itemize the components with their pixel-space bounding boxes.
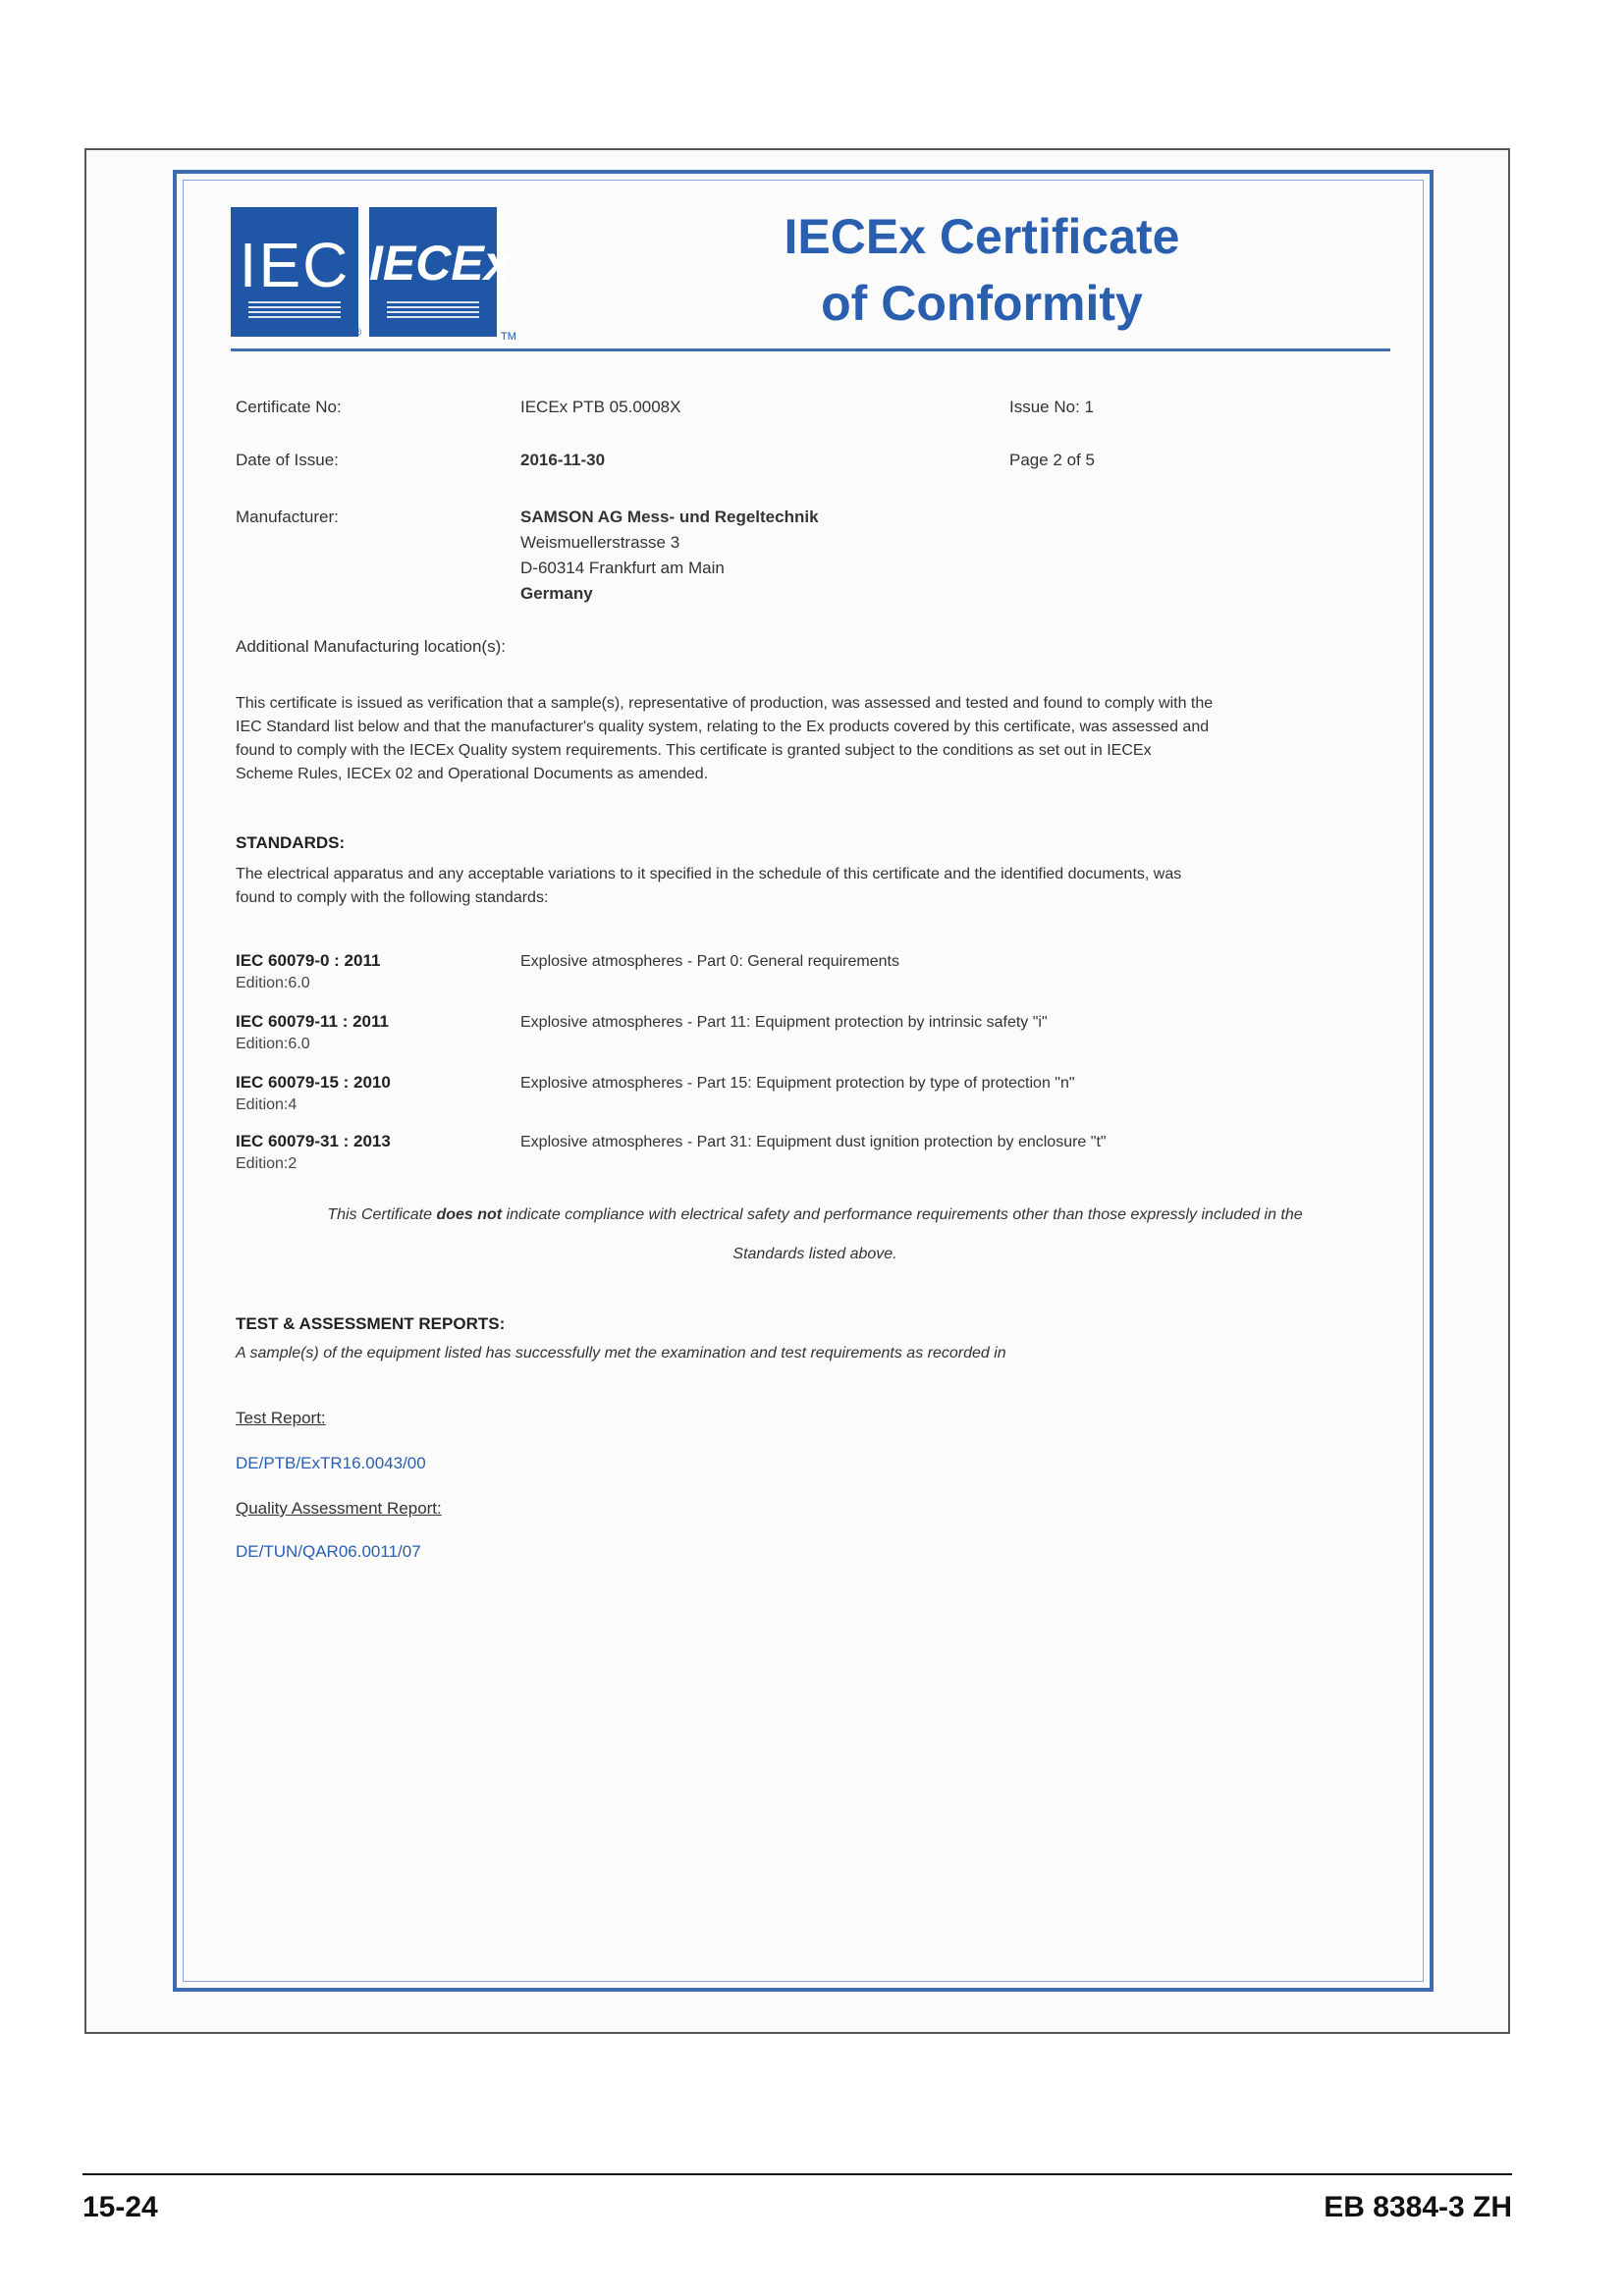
certificate-no-value: IECEx PTB 05.0008X [520,398,681,416]
date-of-issue-label: Date of Issue: [236,451,339,469]
iec-logo-stripes [248,301,341,319]
additional-location-label: Additional Manufacturing location(s): [236,637,506,656]
iecex-logo-text: IECEx [369,236,512,291]
standard-edition: Edition:2 [236,1155,298,1172]
title-line-1: IECEx Certificate [784,209,1180,264]
certificate-title [687,203,1276,337]
intro-line: This certificate is issued as verification that a sample(s), representative of production, was assessed and tested and found to comply with the [236,695,1214,712]
iecex-logo-stripes [387,301,479,319]
standards-heading: STANDARDS: [236,833,346,852]
standard-code: IEC 60079-31 : 2013 [236,1132,391,1150]
intro-line: Scheme Rules, IECEx 02 and Operational Documents as amended. [236,766,709,782]
compliance-note-line-2: Standards listed above. [732,1246,897,1262]
quality-assessment-label: Quality Assessment Report: [236,1499,442,1518]
manufacturer-country: Germany [520,584,593,603]
test-report-label: Test Report: [236,1409,326,1427]
certificate-border [173,170,1434,1992]
issue-no: Issue No: 1 [1009,398,1094,416]
intro-line: found to comply with the IECEx Quality system requirements. This certificate is granted subject to the conditions as set out in IECEx [236,742,1152,759]
scanned-certificate [84,148,1510,2034]
standards-intro-line: The electrical apparatus and any acceptable variations to it specified in the schedule of this certificate and the identified documents, was [236,866,1182,882]
title-divider [231,348,1390,351]
certificate-content [177,174,1430,1988]
registered-mark: ® [353,327,362,339]
page-indicator: Page 2 of 5 [1009,451,1095,469]
standard-code: IEC 60079-15 : 2010 [236,1073,391,1092]
standards-intro-line: found to comply with the following standards: [236,889,549,906]
footer-document-id: EB 8384-3 ZH [1324,2191,1512,2223]
standard-edition: Edition:4 [236,1096,298,1113]
standard-edition: Edition:6.0 [236,975,310,991]
standards-intro [236,863,1394,910]
standard-code: IEC 60079-11 : 2011 [236,1012,389,1031]
manufacturer-name: SAMSON AG Mess- und Regeltechnik [520,507,819,526]
manufacturer-label: Manufacturer: [236,507,339,526]
manufacturer-street: Weismuellerstrasse 3 [520,533,680,552]
compliance-note [236,1206,1394,1224]
compliance-note-post: indicate compliance with electrical safety and performance requirements other than those expressly included in the [502,1206,1303,1223]
standard-code: IEC 60079-0 : 2011 [236,951,381,970]
reports-heading: TEST & ASSESSMENT REPORTS: [236,1314,506,1333]
standard-description: Explosive atmospheres - Part 11: Equipment protection by intrinsic safety "i" [520,1014,1048,1031]
certificate-no-label: Certificate No: [236,398,342,416]
manufacturer-city: D-60314 Frankfurt am Main [520,559,725,577]
compliance-note-pre: This Certificate [327,1206,437,1223]
intro-line: IEC Standard list below and that the manufacturer's quality system, relating to the Ex products covered by this certificate, was assessed and [236,719,1210,735]
iecex-logo [369,207,512,337]
reports-intro: A sample(s) of the equipment listed has successfully met the examination and test requirements as recorded in [236,1345,1006,1362]
test-report-link[interactable]: DE/PTB/ExTR16.0043/00 [236,1454,426,1472]
iec-logo-text: IEC [239,230,351,300]
standard-description: Explosive atmospheres - Part 15: Equipment protection by type of protection "n" [520,1075,1075,1092]
standard-description: Explosive atmospheres - Part 0: General requirements [520,953,899,970]
title-line-2: of Conformity [821,276,1143,331]
standard-edition: Edition:6.0 [236,1036,310,1052]
date-of-issue-value: 2016-11-30 [520,451,606,469]
standard-description: Explosive atmospheres - Part 31: Equipment dust ignition protection by enclosure "t" [520,1134,1107,1150]
intro-paragraph [236,692,1394,786]
trademark-mark: TM [501,331,516,343]
footer-divider [82,2173,1512,2175]
quality-assessment-link[interactable]: DE/TUN/QAR06.0011/07 [236,1542,421,1561]
compliance-note-emphasis: does not [436,1206,503,1223]
footer-page-number: 15-24 [82,2191,158,2223]
iec-logo [231,207,358,337]
